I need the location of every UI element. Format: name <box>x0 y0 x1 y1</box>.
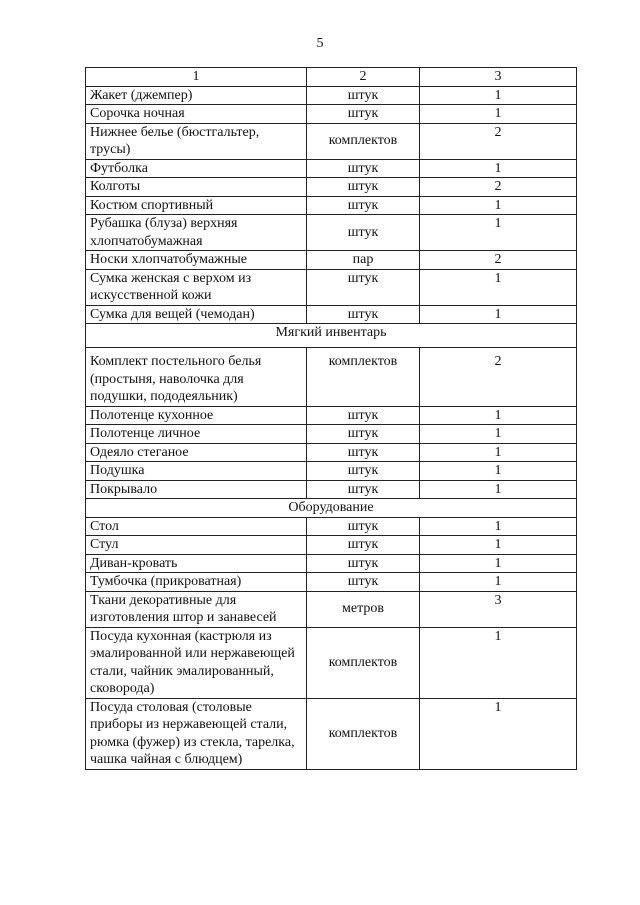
item-name: Посуда кухонная (кастрюля из эмалированной или нержавеющей стали, чайник эмалированный, сковорода) <box>86 627 307 698</box>
item-name: Посуда столовая (столовые приборы из нержавеющей стали, рюмка (фужер) из стекла, тарелка, чашка чайная с блюдцем) <box>86 698 307 769</box>
item-qty: 1 <box>420 105 577 124</box>
item-unit: пар <box>307 251 420 270</box>
item-unit: штук <box>307 269 420 305</box>
item-unit: штук <box>307 159 420 178</box>
item-qty: 2 <box>420 123 577 159</box>
item-name: Футболка <box>86 159 307 178</box>
item-qty: 1 <box>420 536 577 555</box>
item-name: Тумбочка (прикроватная) <box>86 573 307 592</box>
item-unit: штук <box>307 196 420 215</box>
table-row <box>86 196 577 215</box>
table-row <box>86 178 577 197</box>
table-row <box>86 159 577 178</box>
item-name: Колготы <box>86 178 307 197</box>
table-row <box>86 517 577 536</box>
item-qty: 1 <box>420 86 577 105</box>
item-unit: штук <box>307 305 420 324</box>
item-name: Стол <box>86 517 307 536</box>
table-row <box>86 698 577 769</box>
item-unit: штук <box>307 443 420 462</box>
item-name: Стул <box>86 536 307 555</box>
table-row <box>86 462 577 481</box>
table-row <box>86 269 577 305</box>
item-unit: штук <box>307 86 420 105</box>
item-qty: 1 <box>420 269 577 305</box>
column-header: 3 <box>420 68 577 87</box>
item-unit: штук <box>307 517 420 536</box>
table-row <box>86 536 577 555</box>
table-row <box>86 573 577 592</box>
table-row <box>86 105 577 124</box>
item-name: Жакет (джемпер) <box>86 86 307 105</box>
section-title: Оборудование <box>86 499 577 518</box>
table-row <box>86 443 577 462</box>
table-row <box>86 406 577 425</box>
item-qty: 1 <box>420 517 577 536</box>
item-name: Нижнее белье (бюстгальтер, трусы) <box>86 123 307 159</box>
item-qty: 1 <box>420 462 577 481</box>
item-qty: 1 <box>420 480 577 499</box>
item-name: Носки хлопчатобумажные <box>86 251 307 270</box>
item-unit: штук <box>307 425 420 444</box>
item-unit: комплектов <box>307 123 420 159</box>
table-row <box>86 215 577 251</box>
section-row <box>86 324 577 348</box>
item-unit: штук <box>307 536 420 555</box>
item-qty: 1 <box>420 406 577 425</box>
section-title: Мягкий инвентарь <box>86 324 577 348</box>
column-header: 2 <box>307 68 420 87</box>
item-qty: 1 <box>420 573 577 592</box>
item-unit: комплектов <box>307 348 420 407</box>
item-qty: 1 <box>420 425 577 444</box>
item-unit: комплектов <box>307 698 420 769</box>
item-name: Одеяло стеганое <box>86 443 307 462</box>
inventory-table <box>85 67 577 770</box>
item-name: Рубашка (блуза) верхняя хлопчатобумажная <box>86 215 307 251</box>
table-row <box>86 86 577 105</box>
item-unit: штук <box>307 178 420 197</box>
table-row <box>86 480 577 499</box>
section-row <box>86 499 577 518</box>
table-row <box>86 591 577 627</box>
table-row <box>86 251 577 270</box>
item-qty: 2 <box>420 251 577 270</box>
item-qty: 1 <box>420 698 577 769</box>
page-number: 5 <box>316 36 324 51</box>
item-qty: 1 <box>420 159 577 178</box>
item-name: Полотенце личное <box>86 425 307 444</box>
table-row <box>86 554 577 573</box>
column-header: 1 <box>86 68 307 87</box>
item-unit: штук <box>307 406 420 425</box>
item-unit: штук <box>307 215 420 251</box>
item-name: Костюм спортивный <box>86 196 307 215</box>
table-header-row <box>86 68 577 87</box>
item-unit: метров <box>307 591 420 627</box>
table-row <box>86 627 577 698</box>
item-name: Комплект постельного белья (простыня, наволочка для подушки, пододеяльник) <box>86 348 307 407</box>
table-row <box>86 305 577 324</box>
item-qty: 1 <box>420 627 577 698</box>
table-row <box>86 123 577 159</box>
item-name: Подушка <box>86 462 307 481</box>
table-row <box>86 425 577 444</box>
item-qty: 2 <box>420 348 577 407</box>
item-qty: 1 <box>420 196 577 215</box>
item-qty: 3 <box>420 591 577 627</box>
item-unit: комплектов <box>307 627 420 698</box>
item-qty: 2 <box>420 178 577 197</box>
item-unit: штук <box>307 462 420 481</box>
item-unit: штук <box>307 554 420 573</box>
item-name: Ткани декоративные для изготовления штор и занавесей <box>86 591 307 627</box>
item-name: Покрывало <box>86 480 307 499</box>
table-row <box>86 348 577 407</box>
item-unit: штук <box>307 573 420 592</box>
item-unit: штук <box>307 480 420 499</box>
item-name: Сорочка ночная <box>86 105 307 124</box>
item-name: Полотенце кухонное <box>86 406 307 425</box>
item-qty: 1 <box>420 305 577 324</box>
item-unit: штук <box>307 105 420 124</box>
item-name: Диван-кровать <box>86 554 307 573</box>
item-qty: 1 <box>420 554 577 573</box>
item-qty: 1 <box>420 443 577 462</box>
item-qty: 1 <box>420 215 577 251</box>
item-name: Сумка для вещей (чемодан) <box>86 305 307 324</box>
item-name: Сумка женская с верхом из искусственной кожи <box>86 269 307 305</box>
